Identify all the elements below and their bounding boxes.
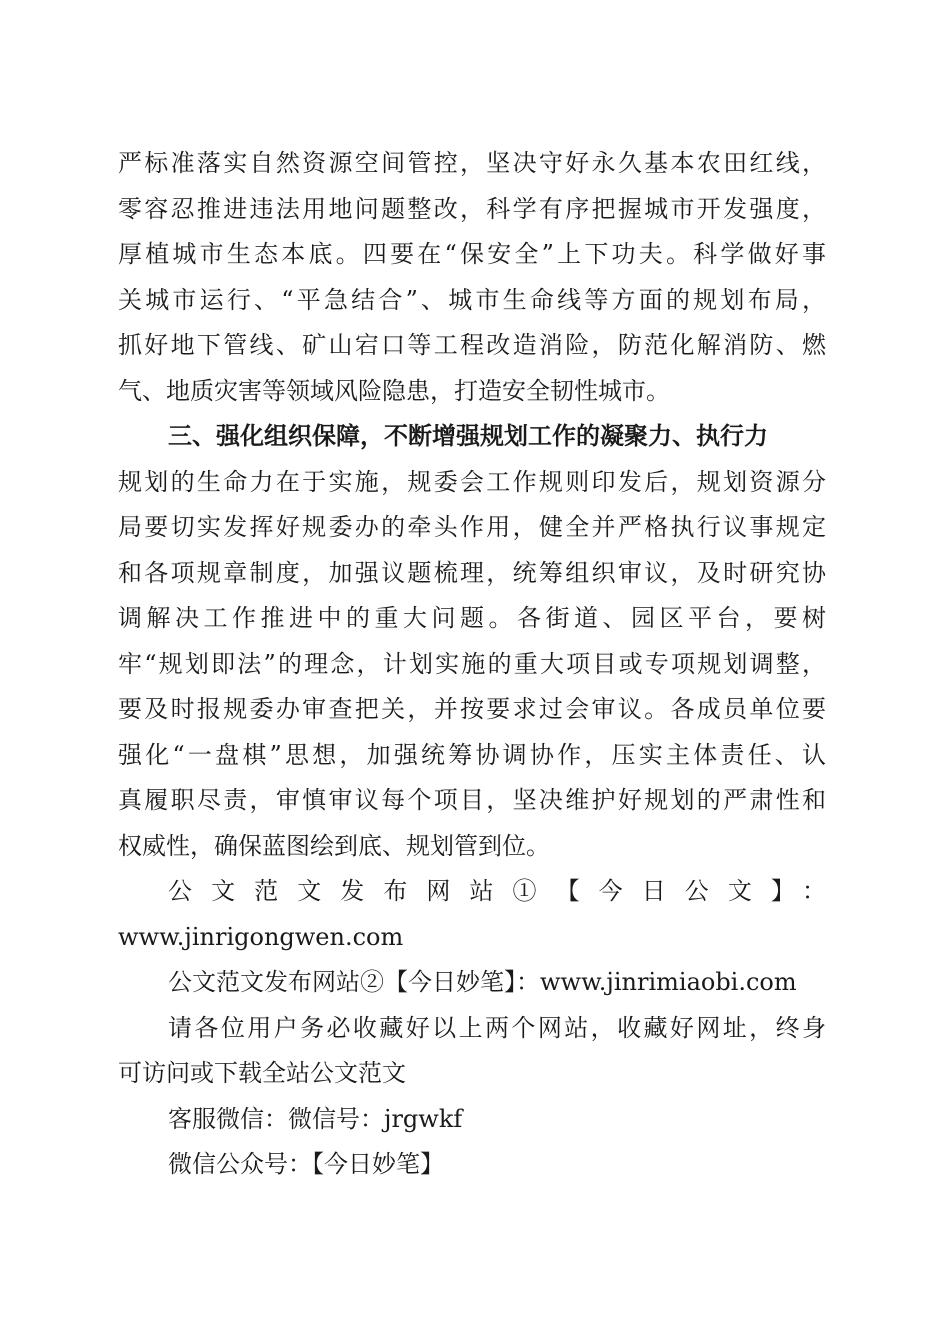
- text-line: 规划的生命力在于实施，规委会工作规则印发后，规划资源分: [118, 467, 826, 496]
- text-line: 气、地质灾害等领域风险隐患，打造安全韧性城市。: [118, 376, 670, 405]
- text-line: 关城市运行、“平急结合”、城市生命线等方面的规划布局，: [118, 285, 826, 314]
- document-page: [118, 141, 826, 1188]
- text-line: 厚植城市生态本底。四要在“保安全”上下功夫。科学做好事: [118, 240, 826, 268]
- paragraph-1: [118, 141, 826, 414]
- text-line: 真履职尽责，审慎审议每个项目，坚决维护好规划的严肃性和: [118, 786, 826, 814]
- site-1-label: 公文范文发布网站①【今日公文】：: [168, 877, 826, 905]
- text-line: 抓好地下管线、矿山宕口等工程改造消险，防范化解消防、燃: [118, 331, 826, 359]
- text-line: 和各项规章制度，加强议题梳理，统筹组织审议，及时研究协: [118, 558, 826, 587]
- text-line: 牢“规划即法”的理念，计划实施的重大项目或专项规划调整，: [118, 649, 826, 678]
- text-line: 调解决工作推进中的重大问题。各街道、园区平台，要树: [118, 604, 826, 632]
- notice-line: 可访问或下载全站公文范文: [118, 1059, 406, 1087]
- site-2-line[interactable]: 公文范文发布网站②【今日妙笔】：www.jinrimiaobi.com: [168, 968, 797, 996]
- text-line: 强化“一盘棋”思想，加强统筹协调协作，压实主体责任、认: [118, 740, 826, 769]
- section-3: [118, 414, 826, 869]
- text-line: 严标准落实自然资源空间管控，坚决守好永久基本农田红线，: [118, 149, 826, 177]
- section-heading: 三、强化组织保障，不断增强规划工作的凝聚力、执行力: [168, 422, 768, 450]
- text-line: 权威性，确保蓝图绘到底、规划管到位。: [118, 831, 550, 860]
- text-line: 要及时报规委办审查把关，并按要求过会审议。各成员单位要: [118, 695, 826, 723]
- text-line: 零容忍推进违法用地问题整改，科学有序把握城市开发强度，: [118, 194, 826, 223]
- site-1-url[interactable]: www.jinrigongwen.com: [118, 922, 404, 951]
- text-line: 局要切实发挥好规委办的牵头作用，健全并严格执行议事规定: [118, 513, 826, 541]
- wechat-service: 客服微信：微信号：jrgwkf: [168, 1104, 463, 1133]
- wechat-official-account: 微信公众号：【今日妙笔】: [168, 1150, 444, 1178]
- footer-info: [118, 869, 826, 1188]
- notice-line: 请各位用户务必收藏好以上两个网站，收藏好网址，终身: [168, 1013, 826, 1042]
